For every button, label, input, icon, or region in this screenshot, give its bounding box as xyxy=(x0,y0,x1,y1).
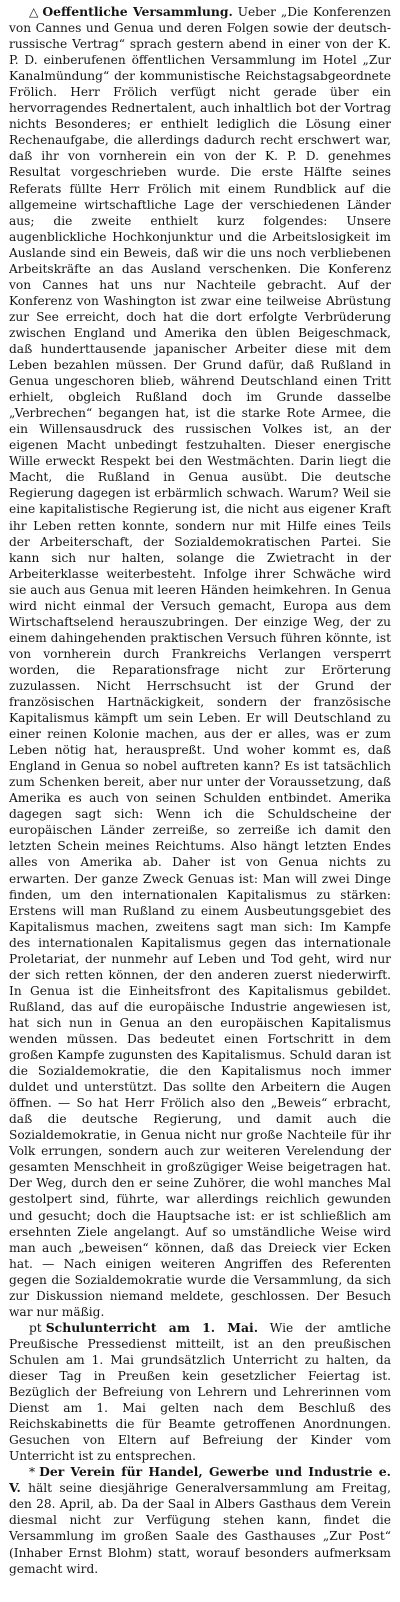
article-marker: pt xyxy=(29,1320,42,1335)
article-body: Ueber „Die Konferenzen von Cannes und Genua und deren Folgen sowie der deutsch-russische Vertrag“ sprach gestern abend in einer von der K. P. D. einberufenen öffentlichen Versammlung im Hotel „Zur Kanalmündung“ der kommunistische Reichstagsabgeordnete Frölich. Herr Frölich verfügt nicht gerade über ein hervorragendes Rednertalent, auch inhaltlich bot der Vortrag nichts Besonderes; er enthielt lediglich die Lösung einer Rechenaufgabe, die allerdings dadurch recht erschwert war, daß ihr von vornherein ein von der K. P. D. genehmes Resultat vorgeschrieben wurde. Die erste Hälfte seines Referats füllte Herr Frölich mit einem Rundblick auf die allgemeine wirtschaftliche Lage der verschiedenen Länder aus; die zweite enthielt kurz folgendes: Unsere augenblickliche Hochkonjunktur und die Arbeitslosigkeit im Auslande sind ein Beweis, daß wir die uns noch verbliebenen Arbeitskräfte an das Ausland verschenken. Die Konferenz von Cannes hat uns nur Nachteile gebracht. Auf der Konferenz von Washington ist zwar eine teilweise Abrüstung zur See erreicht, doch hat die dort erfolgte Verbrüderung zwischen England und Amerika den üblen Beigeschmack, daß hunderttausende japanischer Arbeiter diese mit dem Leben bezahlen müssen. Der Grund dafür, daß Rußland in Genua ungeschoren blieb, während Deutschland einen Tritt erhielt, obgleich Rußland doch im Grunde dasselbe „Verbrechen“ begangen hat, ist die starke Rote Armee, die ein Willensausdruck des russischen Volkes ist, an der eigenen Macht unbedingt festzuhalten. Dieser energische Wille erweckt Respekt bei den Westmächten. Darin liegt die Macht, die Rußland in Genua ausübt. Die deutsche Regierung dagegen ist erbärmlich schwach. Warum? Weil sie eine kapitalistische Regierung ist, die nicht aus eigener Kraft ihr Leben retten konnte, sondern nur mit Hilfe eines Teils der Arbeiterschaft, der Sozialdemokratischen Partei. Sie kann sich nur halten, solange die Zwietracht in der Arbeiterklasse weiterbesteht. Infolge ihrer Schwäche wird sie auch aus Genua mit leeren Händen heimkehren. In Genua wird nicht einmal der Versuch gemacht, Europa aus dem Wirtschaftselend herauszubringen. Der einzige Weg, der zu einem dahingehenden praktischen Versuch führen könnte, ist von vornherein durch Frankreichs Verlangen versperrt worden, die Reparationsfrage nicht zur Erörterung zuzulassen. Nicht Herrschsucht ist der Grund der französischen Hartnäckigkeit, sondern der französische Kapitalismus kämpft um sein Leben. Er will Deutschland zu einer reinen Kolonie machen, aus der er alles, was er zum Leben nötig hat, herauspreßt. Und woher kommt es, daß England in Genua so nobel auftreten kann? Es ist tatsächlich zum Schenken bereit, aber nur unter der Voraussetzung, daß Amerika es auch von seinen Schulden entbindet. Amerika dagegen sagt sich: Wenn ich die Schuldscheine der europäischen Länder zerreiße, so zerreiße ich damit den letzten Schein meines Reichtums. Also hängt letzten Endes alles von Amerika ab. Daher ist von Genua nichts zu erwarten. Der ganze Zweck Genuas ist: Man will zwei Dinge finden, um den internationalen Kapitalismus zu stärken: Erstens will man Rußland zu einem Ausbeutungsgebiet des Kapitalismus machen, zweitens sagt man sich: Im Kampfe des internationalen Kapitalismus gegen das internationale Proletariat, der nunmehr auf Leben und Tod geht, wird nur der sich retten können, der den anderen zuerst niederwirft. In Genua ist die Einheitsfront des Kapitalismus gebildet. Rußland, das auf die europäische Industrie angewiesen ist, hat sich nun in Genua an den europäischen Kapitalismus wenden müssen. Das bedeutet einen Fortschritt in dem großen Kampfe zugunsten des Kapitalismus. Schuld daran ist die Sozialdemokratie, die den Kapitalismus noch immer duldet und unterstützt. Das sollte den Arbeitern die Augen öffnen. — So hat Herr Frölich also den „Beweis“ erbracht, daß die deutsche Regierung, und damit auch die Sozialdemokratie, in Genua nicht nur große Nachteile für ihr Volk errungen, sondern auch zur weiteren Verelendung der gesamten Menschheit in großzügiger Weise beigetragen hat. Der Weg, durch den er seine Zuhörer, die wohl manches Mal gestolpert sind, führte, war allerdings reichlich gewunden und gesucht; doch die Hauptsache ist: er ist schließlich am ersehnten Ziele angelangt. Auf so umständliche Weise wird man auch „beweisen“ können, daß das Dreieck vier Ecken hat. — Nach einigen weiteren Angriffen des Referenten gegen die Sozialdemokratie wurde die Versammlung, da sich zur Diskussion niemand meldete, geschlossen. Der Besuch war nur mäßig. xyxy=(9,5,391,1319)
asterisk-marker-icon: * xyxy=(29,1465,36,1480)
triangle-marker-icon: △ xyxy=(29,5,39,19)
article-school-lessons xyxy=(9,1320,391,1464)
article-heading: Der Verein für Handel, Gewerbe und Industrie e. V. xyxy=(9,1464,391,1496)
article-body: hält seine diesjährige Generalversammlung am Freitag, den 28. April, ab. Da der Saal in Albers Gasthaus dem Verein diesmal nicht zur Verfügung stehen kann, findet die Versammlung im großen Saale des Gasthauses „Zur Post“ (Inhaber Ernst Blohm) statt, worauf besonders aufmerksam gemacht wird. xyxy=(9,1481,391,1576)
article-heading: Schulunterricht am 1. Mai. xyxy=(45,1319,259,1335)
article-public-meeting xyxy=(9,4,391,1320)
article-body: Wie der amtliche Preußische Pressedienst mitteilt, ist an den preußischen Schulen am 1. Mai grundsätzlich Unterricht zu halten, da dieser Tag in Preußen kein gesetzlicher Feiertag ist. Bezüglich der Befreiung von Lehrern und Lehrerinnen vom Dienst am 1. Mai gelten nach dem Beschluß des Reichskabinetts die für Beamte getroffenen Anordnungen. Gesuchen von Eltern auf Befreiung der Kinder vom Unterricht ist zu entsprechen. xyxy=(9,1320,391,1464)
article-trade-association xyxy=(9,1464,391,1576)
article-heading: Oeffentliche Versammlung. xyxy=(42,4,233,19)
